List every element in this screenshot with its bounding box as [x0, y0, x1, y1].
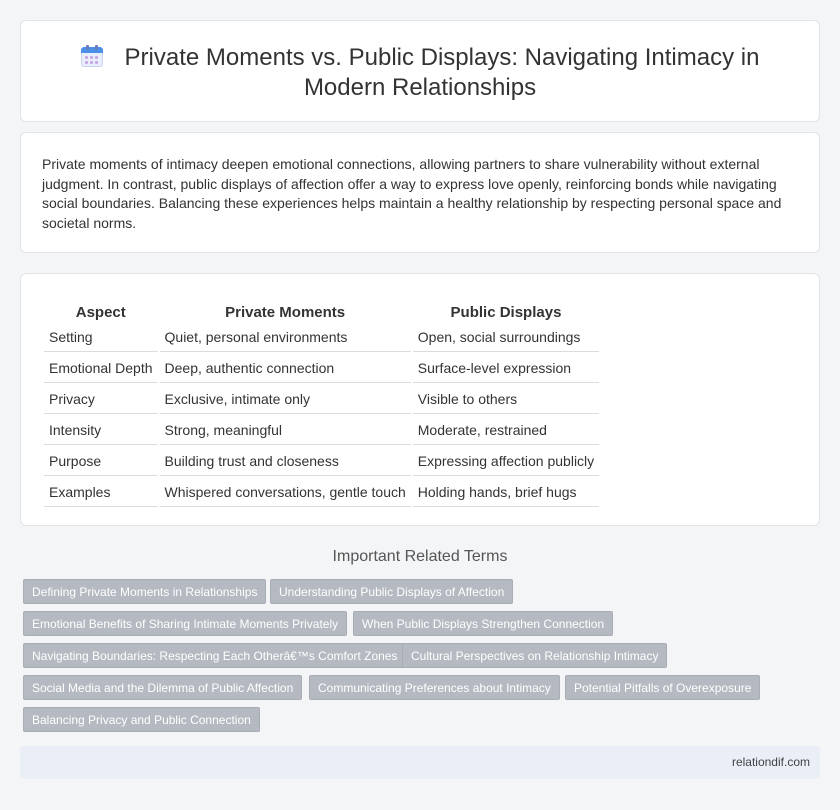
- comparison-table: [42, 297, 601, 509]
- table-header-row: [44, 299, 599, 321]
- related-term-tag[interactable]: Social Media and the Dilemma of Public Affection: [23, 675, 302, 700]
- page-title: [21, 43, 819, 103]
- header-aspect: Aspect: [75, 304, 126, 321]
- title-line-2: Modern Relationships: [303, 74, 537, 101]
- table-cell: Visible to others: [413, 385, 599, 414]
- table-row: [44, 385, 599, 414]
- related-term-tag[interactable]: Potential Pitfalls of Overexposure: [565, 675, 760, 700]
- comparison-card: [20, 273, 820, 526]
- table-cell: Open, social surroundings: [413, 323, 599, 352]
- related-term-tag[interactable]: Understanding Public Displays of Affection: [270, 579, 513, 604]
- table-cell: Whispered conversations, gentle touch: [160, 478, 411, 507]
- intro-paragraph: Private moments of intimacy deepen emotional connections, allowing partners to share vulnerability without external judgment. In contrast, public displays of affection offer a way to express love openly, reinforcing bonds while navigating social boundaries. Balancing these experiences helps maintain a healthy relationship by respecting personal space and societal norms.: [42, 156, 782, 231]
- related-term-tag[interactable]: Communicating Preferences about Intimacy: [309, 675, 560, 700]
- related-term-tag[interactable]: Emotional Benefits of Sharing Intimate Moments Privately: [23, 611, 347, 636]
- table-row: [44, 478, 599, 507]
- table-cell: Surface-level expression: [413, 354, 599, 383]
- title-line-1: Private Moments vs. Public Displays: Navigating Intimacy in: [124, 44, 760, 71]
- table-row: [44, 323, 599, 352]
- table-cell: Intensity: [44, 416, 158, 445]
- table-cell: Examples: [44, 478, 158, 507]
- related-term-tag[interactable]: Balancing Privacy and Public Connection: [23, 707, 260, 732]
- intro-card: [20, 132, 820, 253]
- related-term-tag[interactable]: When Public Displays Strengthen Connection: [353, 611, 613, 636]
- table-row: [44, 354, 599, 383]
- header-card: [20, 20, 820, 122]
- table-cell: Expressing affection publicly: [413, 447, 599, 476]
- table-cell: Strong, meaningful: [160, 416, 411, 445]
- calendar-icon: [81, 45, 103, 67]
- footer-site-link[interactable]: relationdif.com: [731, 755, 810, 769]
- related-term-tag[interactable]: Navigating Boundaries: Respecting Each Otherâ€™s Comfort Zones: [23, 643, 407, 668]
- table-cell: Privacy: [44, 385, 158, 414]
- table-cell: Emotional Depth: [44, 354, 158, 383]
- table-cell: Holding hands, brief hugs: [413, 478, 599, 507]
- table-row: [44, 447, 599, 476]
- header-private-moments: Private Moments: [225, 304, 346, 321]
- table-cell: Setting: [44, 323, 158, 352]
- related-terms-title: Important Related Terms: [332, 548, 508, 565]
- table-cell: Purpose: [44, 447, 158, 476]
- table-cell: Exclusive, intimate only: [160, 385, 411, 414]
- table-cell: Deep, authentic connection: [160, 354, 411, 383]
- footer: [20, 746, 820, 779]
- table-cell: Building trust and closeness: [160, 447, 411, 476]
- table-cell: Moderate, restrained: [413, 416, 599, 445]
- table-cell: Quiet, personal environments: [160, 323, 411, 352]
- related-term-tag[interactable]: Defining Private Moments in Relationships: [23, 579, 266, 604]
- related-term-tag[interactable]: Cultural Perspectives on Relationship Intimacy: [402, 643, 667, 668]
- header-public-displays: Public Displays: [450, 304, 562, 321]
- table-row: [44, 416, 599, 445]
